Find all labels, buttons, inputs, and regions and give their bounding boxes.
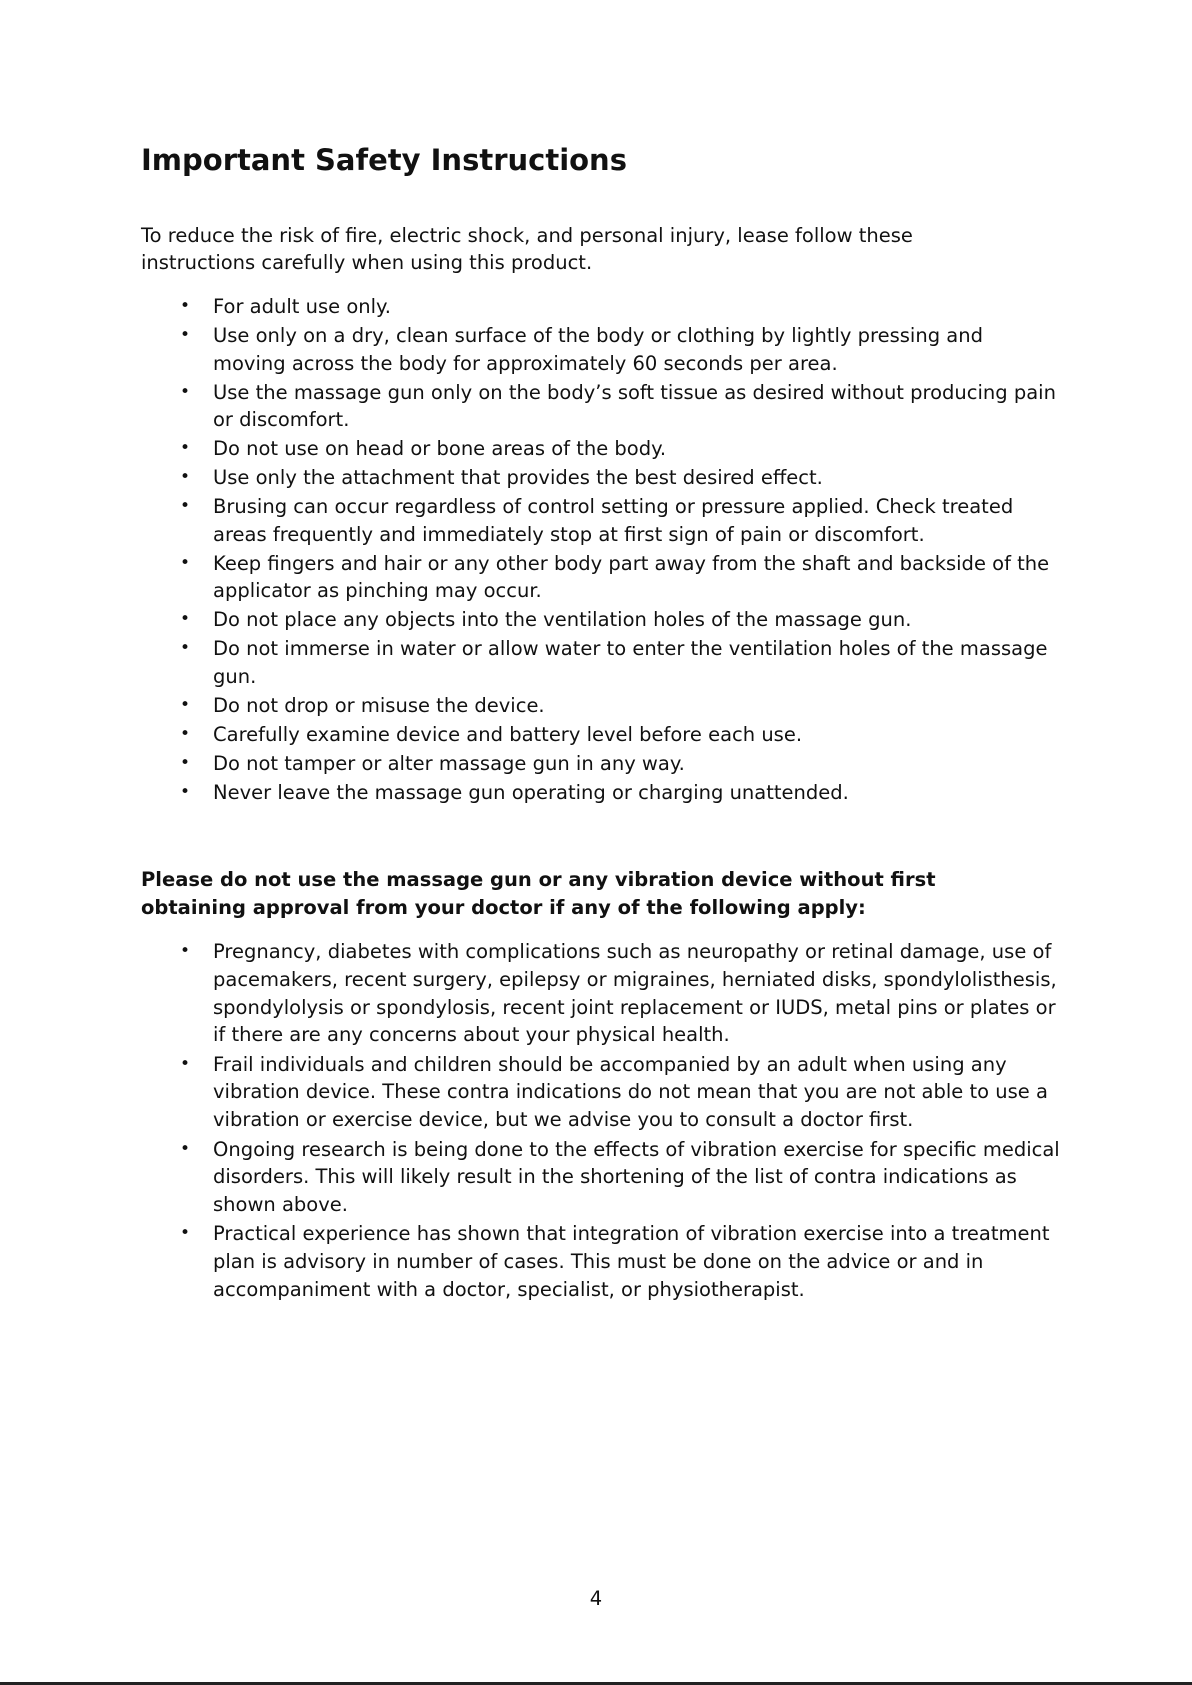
list-item: [141, 606, 1061, 634]
list-item-text: For adult use only.: [213, 295, 391, 318]
list-item-text: Do not place any objects into the ventilation holes of the massage gun.: [213, 608, 912, 631]
list-item: [141, 1136, 1061, 1219]
bullet-icon: •: [180, 752, 191, 773]
page-content: [141, 140, 1061, 1305]
list-item-text: Do not use on head or bone areas of the body.: [213, 437, 667, 460]
list-item: [141, 550, 1061, 605]
list-item-text: Do not tamper or alter massage gun in any way.: [213, 751, 685, 775]
list-item-text: Do not immerse in water or allow water to enter the ventilation holes of the massage gun.: [213, 637, 1048, 688]
bullet-icon: •: [180, 1053, 191, 1074]
bullet-icon: •: [180, 296, 191, 316]
list-item-text: Carefully examine device and battery level before each use.: [213, 722, 803, 746]
bullet-icon: •: [180, 496, 191, 516]
list-item: [141, 1220, 1061, 1303]
contraindications-list: [141, 938, 1061, 1304]
bullet-icon: •: [180, 1223, 191, 1244]
safety-instructions-list: [141, 293, 1061, 806]
list-item-text: Practical experience has shown that integration of vibration exercise into a treatment plan is advisory in number of cases. This must be done on the advice or and in accompaniment with a doctor, specialist, or physiotherapist.: [213, 1222, 1050, 1302]
list-item: [141, 464, 1061, 492]
list-item: [141, 721, 1061, 749]
intro-paragraph: To reduce the risk of fire, electric shock, and personal injury, lease follow these instructions carefully when using this product.: [141, 224, 913, 274]
bullet-icon: •: [180, 1138, 191, 1159]
bullet-icon: •: [180, 694, 191, 715]
bullet-icon: •: [180, 609, 191, 629]
bullet-icon: •: [180, 552, 191, 573]
list-item-text: Keep fingers and hair or any other body part away from the shaft and backside of the applicator as pinching may occur.: [213, 551, 1050, 602]
list-item: [141, 938, 1061, 1049]
list-item-text: Do not drop or misuse the device.: [213, 693, 545, 717]
list-item-text: Frail individuals and children should be accompanied by an adult when using any vibration device. These contra indications do not mean that you are not able to use a vibration or exercise device, but we advise you to consult a doctor first.: [213, 1052, 1048, 1132]
list-item-text: Brusing can occur regardless of control setting or pressure applied. Check treated areas frequently and immediately stop at first sign of pain or discomfort.: [213, 495, 1014, 546]
list-item-text: Never leave the massage gun operating or charging unattended.: [213, 780, 849, 804]
list-item: [141, 1051, 1061, 1134]
list-item: [141, 493, 1061, 548]
bullet-icon: •: [180, 438, 191, 458]
page-number: 4: [589, 1587, 603, 1610]
list-item-text: Pregnancy, diabetes with complications such as neuropathy or retinal damage, use of pacemakers, recent surgery, epilepsy or migraines, herniated disks, spondylolisthesis, spondylolysis or spondylosis, recent joint replacement or IUDS, metal pins or plates or if there are any concerns about your physical health.: [213, 940, 1057, 1047]
list-item-text: Use only the attachment that provides the best desired effect.: [213, 466, 823, 489]
list-item: [141, 322, 1061, 377]
list-item: [141, 692, 1061, 720]
list-item: [141, 379, 1061, 434]
bullet-icon: •: [180, 381, 191, 402]
list-item: [141, 435, 1061, 463]
page-title: Important Safety Instructions: [141, 143, 627, 177]
list-item-text: Use only on a dry, clean surface of the body or clothing by lightly pressing and moving across the body for approximately 60 seconds per area.: [213, 324, 983, 375]
doctor-approval-heading: Please do not use the massage gun or any vibration device without first obtaining approval from your doctor if any of the following apply:: [141, 868, 936, 919]
list-item: [141, 635, 1061, 690]
list-item-text: Use the massage gun only on the body’s soft tissue as desired without producing pain or discomfort.: [213, 380, 1056, 431]
bullet-icon: •: [180, 781, 191, 802]
bullet-icon: •: [180, 638, 191, 658]
list-item: [141, 293, 1061, 321]
bullet-icon: •: [180, 723, 191, 744]
list-item-text: Ongoing research is being done to the effects of vibration exercise for specific medical disorders. This will likely result in the shortening of the list of contra indications as shown above.: [213, 1137, 1060, 1217]
bullet-icon: •: [180, 941, 191, 961]
bullet-icon: •: [180, 325, 191, 345]
list-item: [141, 779, 1061, 807]
list-item: [141, 750, 1061, 778]
bullet-icon: •: [180, 467, 191, 487]
